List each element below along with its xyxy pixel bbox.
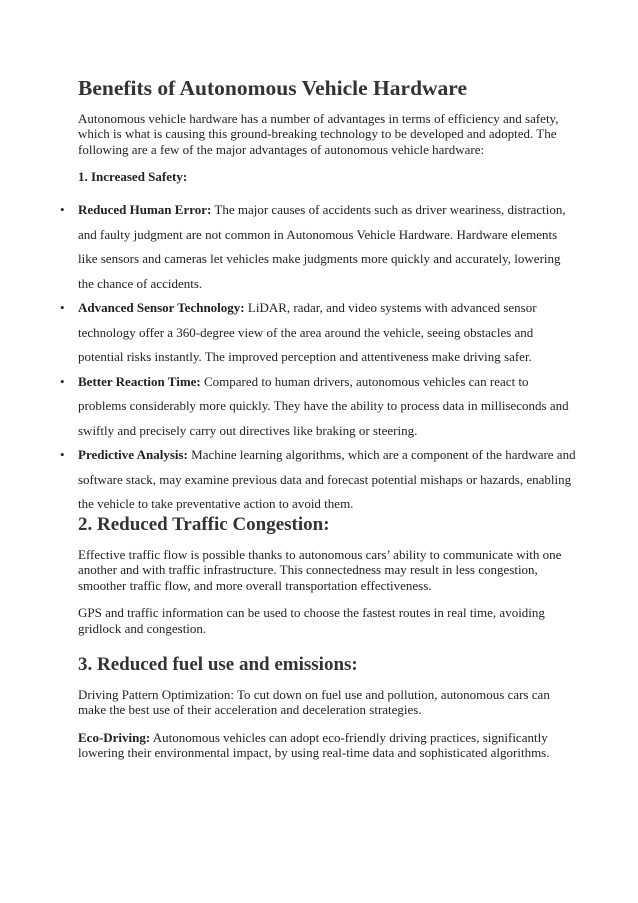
- item-text: Machine learning algorithms, which are a component of the hardware and software stack, may examine previous data and forecast potential mishaps or hazards, enabling the vehicle to take preventative action to avoid them.: [78, 447, 576, 512]
- list-item: [60, 296, 578, 370]
- item-label: Advanced Sensor Technology:: [78, 300, 245, 316]
- item-label: Reduced Human Error:: [78, 202, 212, 218]
- eco-driving-text: Autonomous vehicles can adopt eco-friendly driving practices, significantly lowering their environmental impact, by using real-time data and sophisticated algorithms.: [78, 729, 550, 761]
- intro-paragraph: Autonomous vehicle hardware has a number of advantages in terms of efficiency and safety, which is what is causing this ground-breaking technology to be developed and adopted. The following are a few of the major advantages of autonomous vehicle hardware:: [78, 110, 559, 157]
- bullet-icon: •: [60, 373, 65, 389]
- section1-heading: 1. Increased Safety:: [78, 169, 188, 185]
- section2-heading: 2. Reduced Traffic Congestion:: [78, 513, 330, 535]
- list-item: [60, 443, 578, 517]
- list-item: [60, 198, 578, 296]
- item-text: The major causes of accidents such as driver weariness, distraction, and faulty judgment are not common in Autonomous Vehicle Hardware. Hardware elements like sensors and cameras let vehicles make judgments more quickly and accurately, lowering the chance of accidents.: [78, 202, 566, 291]
- section3-paragraph-2: [78, 730, 578, 761]
- bullet-icon: •: [60, 202, 65, 218]
- section3-heading: 3. Reduced fuel use and emissions:: [78, 654, 358, 676]
- page-title: Benefits of Autonomous Vehicle Hardware: [78, 76, 467, 100]
- eco-driving-label: Eco-Driving:: [78, 729, 151, 745]
- bullet-icon: •: [60, 447, 65, 463]
- list-item: [60, 370, 578, 444]
- section2-paragraph-1: Effective traffic flow is possible thanks to autonomous cars’ ability to communicate with one another and with traffic infrastructure. This connectedness may result in less congestion, smoother traffic flow, and more overall transportation effectiveness.: [78, 546, 562, 593]
- item-label: Better Reaction Time:: [78, 373, 201, 389]
- bullet-icon: •: [60, 300, 65, 316]
- section2-paragraph-2: GPS and traffic information can be used to choose the fastest routes in real time, avoiding gridlock and congestion.: [78, 605, 545, 636]
- safety-list: [60, 198, 578, 517]
- item-text: Compared to human drivers, autonomous vehicles can react to problems considerably more quickly. They have the ability to process data in milliseconds and swiftly and precisely carry out directives like braking or steering.: [78, 373, 569, 438]
- section3-paragraph-1: Driving Pattern Optimization: To cut down on fuel use and pollution, autonomous cars can make the best use of their acceleration and deceleration strategies.: [78, 686, 550, 718]
- item-text: LiDAR, radar, and video systems with advanced sensor technology offer a 360-degree view of the area around the vehicle, seeing obstacles and potential risks instantly. The improved perception and attentiveness make driving safer.: [78, 300, 537, 365]
- item-label: Predictive Analysis:: [78, 447, 188, 463]
